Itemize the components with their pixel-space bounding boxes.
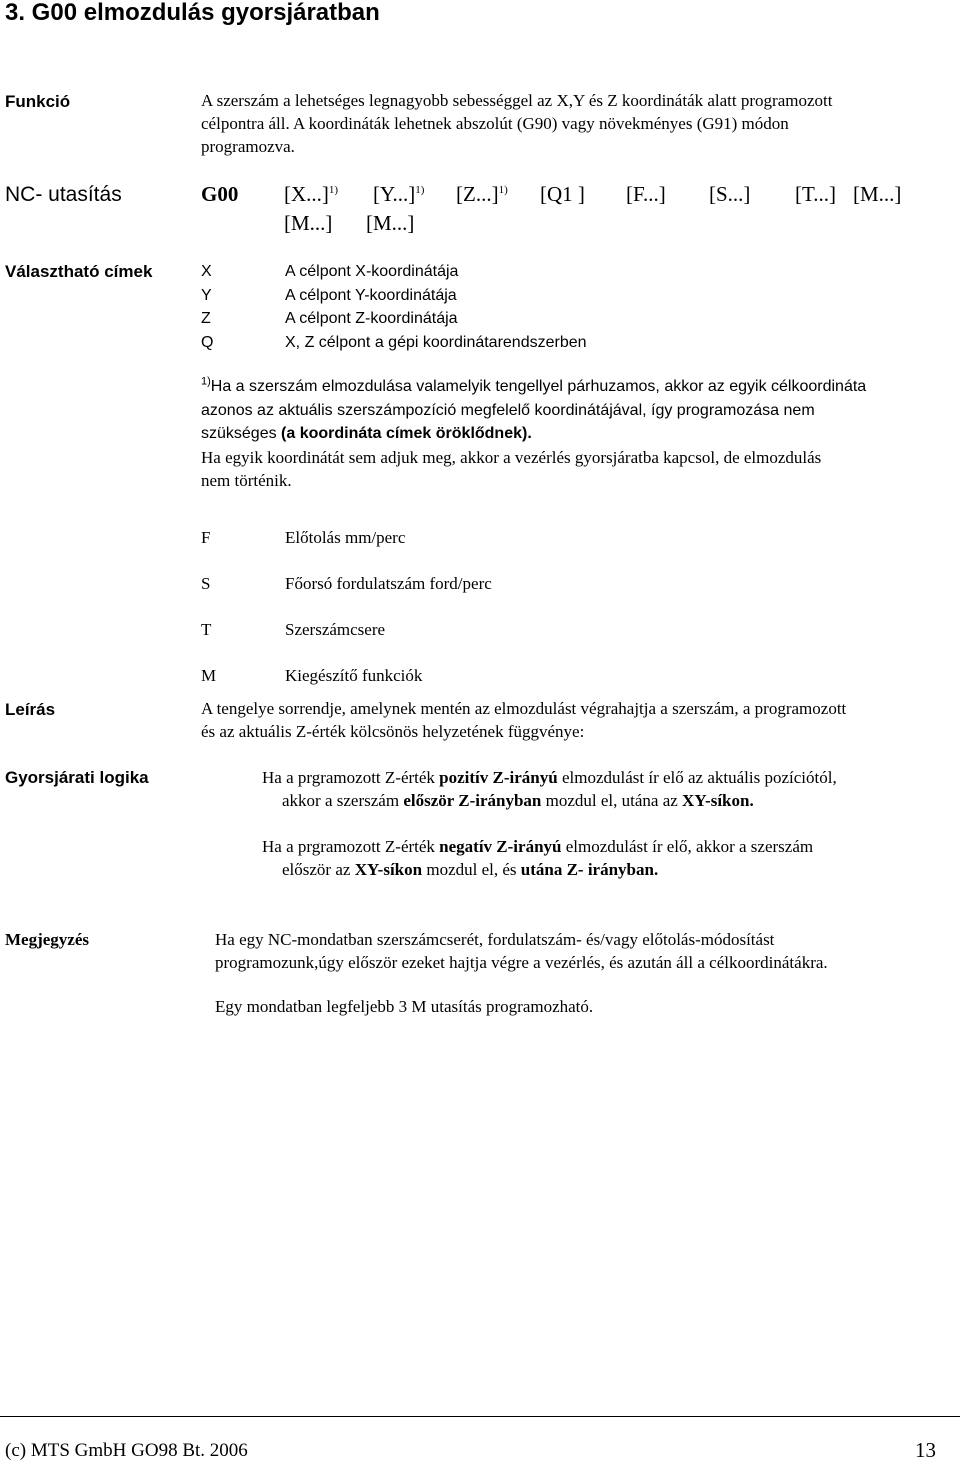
logika-bold: pozitív Z-irányú [439,768,558,787]
footer-copyright: (c) MTS GmbH GO98 Bt. 2006 [5,1440,248,1461]
extra-descs [285,515,492,699]
footnote-mark: 1) [498,184,508,196]
logika-text: Ha a prgramozott Z-érték [262,837,440,856]
page-title: 3. G00 elmozdulás gyorsjáratban [5,0,380,26]
address-key: Z [201,310,211,327]
footnote [201,375,960,446]
leiras-line: A tengelye sorrendje, amelynek mentén az elmozdulást végrahajtja a szerszám, a programozott [201,699,847,718]
funkcio-line: A szerszám a lehetséges legnagyobb sebességgel az X,Y és Z koordináták alatt programozott [201,91,833,110]
funkcio-text [201,89,960,158]
extra-keys [201,515,216,699]
funkcio-label: Funkció [5,92,71,111]
footnote-extra [201,446,960,492]
cimek-descs [285,260,587,354]
logika-text: mozdul el, utána az [541,791,683,810]
logika-text: először az [282,860,355,879]
address-desc: A célpont Y-koordinátája [285,286,457,304]
nc-command: G00 [201,182,239,206]
footnote-line: azonos az aktuális szerszámpozíció megfelelő koordinátájával, így programozása nem [201,401,815,419]
logika-text: elmozdulást ír elő, akkor a szerszám [561,837,814,856]
address-desc: A célpont Z-koordinátája [285,310,458,327]
footnote-mark: 1) [328,184,339,196]
megjegyzes-text [215,928,960,974]
leiras-label: Leírás [5,700,56,719]
logika-text: Ha a prgramozott Z-érték [262,768,440,787]
logika-bold: XY-síkon. [682,791,754,810]
extra-key: S [201,574,211,593]
funkcio-line: célpontra áll. A koordináták lehetnek abszolút (G90) vagy növekményes (G91) módon [201,114,789,133]
footnote-bold: (a koordináta címek öröklődnek). [281,425,532,442]
nc-m: [M...] [366,211,415,235]
address-key: Q [201,333,214,351]
logika-label: Gyorsjárati logika [5,768,149,787]
leiras-line: és az aktuális Z-érték kölcsönös helyzetének függvénye: [201,722,585,741]
extra-key: M [201,666,217,685]
extra-key: T [201,620,212,639]
nc-x: [X...] [284,182,329,206]
megjegyzes-line: Egy mondatban legfeljebb 3 M utasítás programozható. [215,997,594,1016]
megjegyzes-line: programozunk,úgy először ezeket hajtja végre a vezérlés, és azután áll a célkoordinátákra. [215,953,828,972]
footnote-mark: 1) [201,375,211,388]
leiras-text [201,697,960,743]
cimek-label: Választható címek [5,262,153,281]
page-number: 13 [915,1438,936,1462]
funkcio-line: programozva. [201,137,295,156]
footnote-line: Ha a szerszám elmozdulása valamelyik tengellyel párhuzamos, akkor az egyik célkoordináta [210,378,867,395]
nc-f: [F...] [626,182,666,206]
cimek-keys [201,260,213,354]
nc-s: [S...] [709,182,751,206]
nc-syntax [284,182,338,207]
extra-desc: Előtolás mm/perc [285,528,406,547]
extra-desc: Szerszámcsere [285,620,386,639]
logika-text: akkor a szerszám [282,791,404,810]
logika-bold: utána Z- irányban. [520,860,659,879]
nc-t: [T...] [795,182,837,206]
extra-desc: Kiegészítő funkciók [285,666,423,685]
logika-bold: negatív Z-irányú [439,837,562,856]
footnote-mark: 1) [415,184,425,196]
extra-key: F [201,528,211,547]
address-key: Y [201,286,212,304]
logika-bold: először Z-irányban [403,791,542,810]
logika-bold: XY-síkon [354,860,423,879]
footer-divider [0,1416,960,1417]
nc-m: [M...] [284,211,333,235]
nc-y: [Y...] [373,182,416,206]
logika-text: mozdul el, és [422,860,521,879]
footnote-line: Ha egyik koordinátát sem adjuk meg, akkor a vezérlés gyorsjáratba kapcsol, de elmozdulás [201,448,822,467]
megjegyzes-label: Megjegyzés [5,930,90,949]
footnote-line: szükséges [201,425,282,442]
nc-q: [Q1 ] [540,182,585,206]
nc-syntax [373,182,424,207]
footnote-line: nem történik. [201,471,292,490]
nc-m: [M...] [853,182,902,206]
logika-positive [262,766,960,812]
logika-negative [262,835,960,881]
address-desc: X, Z célpont a gépi koordinátarendszerben [285,333,587,351]
nc-syntax [456,182,508,207]
extra-desc: Főorsó fordulatszám ford/perc [285,574,492,593]
megjegyzes-line: Ha egy NC-mondatban szerszámcserét, fordulatszám- és/vagy előtolás-módosítást [215,930,775,949]
logika-text: elmozdulást ír elő az aktuális pozíciótól, [557,768,837,787]
address-desc: A célpont X-koordinátája [285,263,459,280]
address-key: X [201,263,212,280]
nc-label: NC- utasítás [5,183,122,206]
nc-z: [Z...] [456,182,499,206]
